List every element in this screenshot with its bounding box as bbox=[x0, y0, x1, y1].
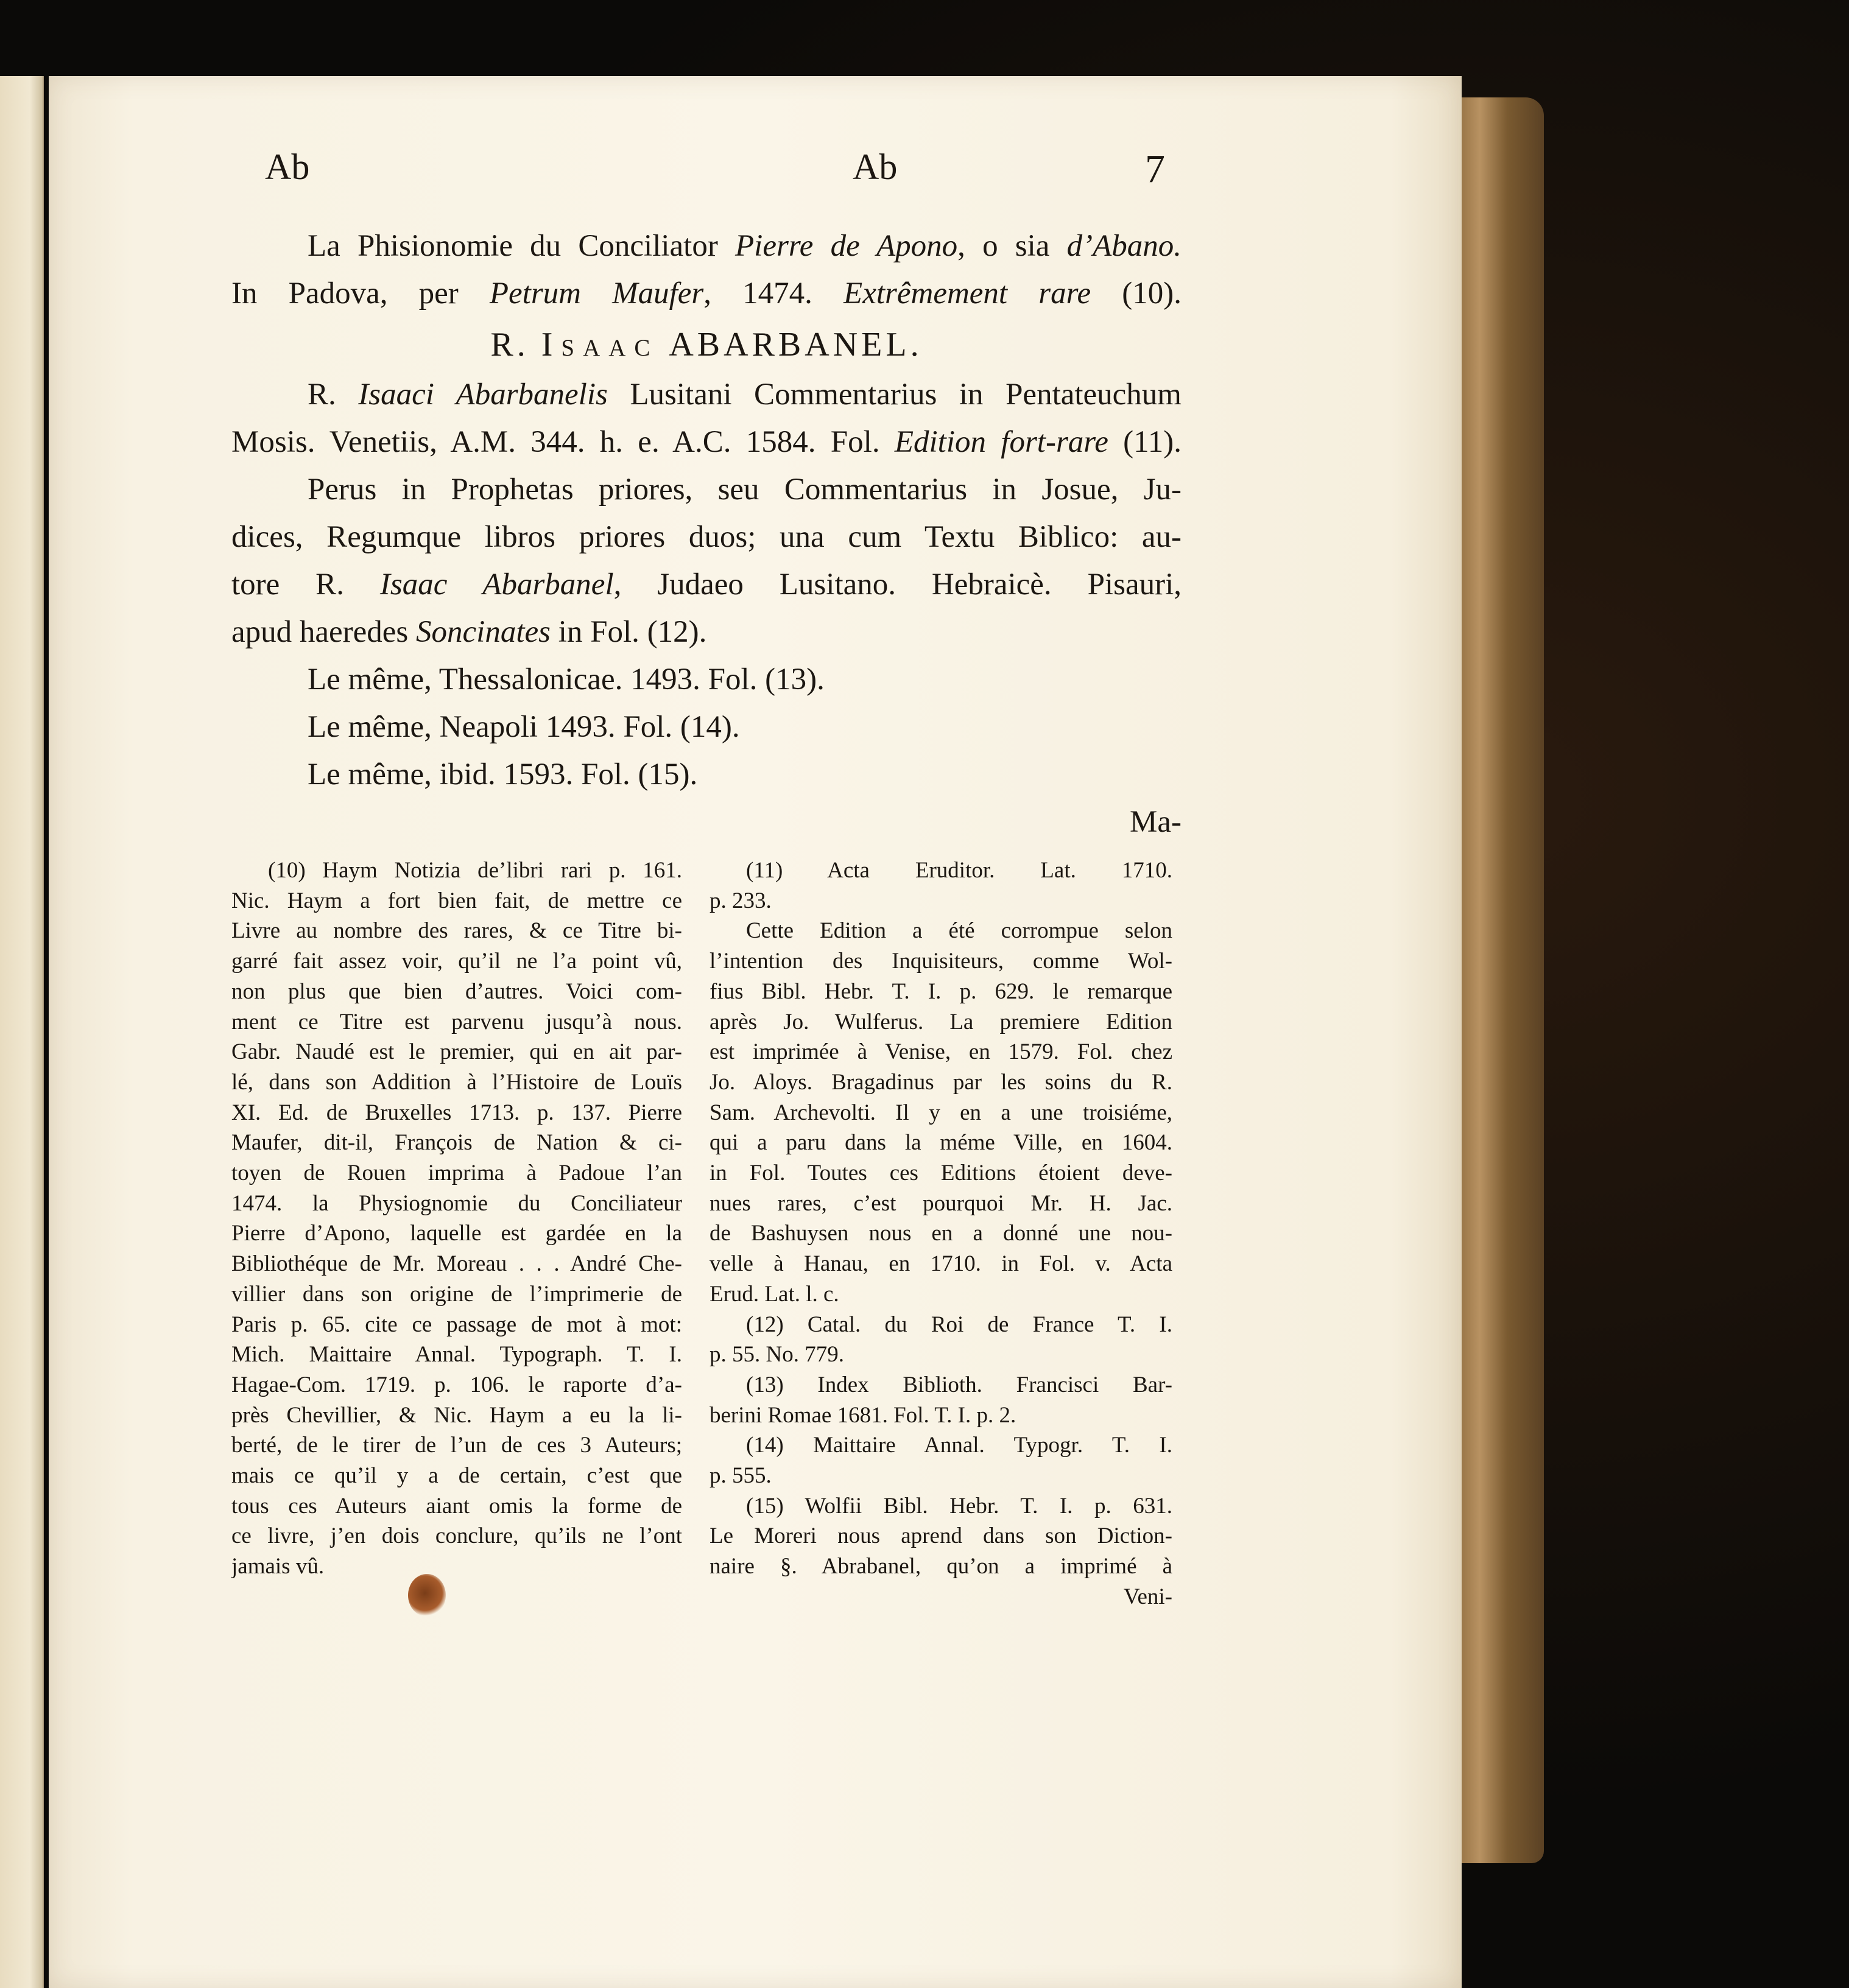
footnote-line: Nic. Haym a fort bien fait, de mettre ce bbox=[231, 888, 682, 913]
footnote-line: Pierre d’Apono, laquelle est gardée en la bbox=[231, 1221, 682, 1246]
footnote-line: XI. Ed. de Bruxelles 1713. p. 137. Pierre bbox=[231, 1100, 682, 1125]
footnote-line: p. 233. bbox=[710, 888, 772, 913]
footnote-line: (13) Index Biblioth. Francisci Bar- bbox=[746, 1372, 1172, 1397]
footnote-line: Maufer, dit-il, François de Nation & ci- bbox=[231, 1130, 682, 1156]
footnote-line: toyen de Rouen imprima à Padoue l’an bbox=[231, 1161, 682, 1186]
running-head-center: Ab bbox=[853, 147, 898, 187]
footnote-line: jamais vû. bbox=[231, 1554, 325, 1579]
running-head-left: Ab bbox=[265, 147, 310, 187]
footnote-line: villier dans son origine de l’imprimerie de bbox=[231, 1281, 682, 1307]
book-fore-edge bbox=[1453, 97, 1544, 1863]
main-line: tore R. Isaac Abarbanel, Judaeo Lusitano. Hebraicè. Pisauri, bbox=[231, 567, 1182, 602]
footnote-line: ce livre, j’en dois conclure, qu’ils ne l’ont bbox=[231, 1523, 682, 1549]
footnote-line: Bibliothéque de Mr. Moreau . . . André Che- bbox=[231, 1251, 682, 1277]
footnote-line: l’intention des Inquisiteurs, comme Wol- bbox=[710, 949, 1172, 974]
footnote-line: de Bashuysen nous en a donné une nou- bbox=[710, 1221, 1172, 1246]
footnote-line: 1474. la Physiognomie du Conciliateur bbox=[231, 1190, 682, 1216]
footnote-line: berté, de le tirer de l’un de ces 3 Auteurs; bbox=[231, 1433, 682, 1458]
footnote-line: après Jo. Wulferus. La premiere Edition bbox=[710, 1009, 1172, 1034]
footnote-line: berini Romae 1681. Fol. T. I. p. 2. bbox=[710, 1402, 1016, 1428]
footnote-line: Paris p. 65. cite ce passage de mot à mot: bbox=[231, 1312, 682, 1337]
entry-heading: R. Isaac ABARBANEL. bbox=[490, 326, 923, 364]
footnote-line: Gabr. Naudé est le premier, qui en ait par- bbox=[231, 1039, 682, 1065]
footnote-line: près Chevillier, & Nic. Haym a eu la li- bbox=[231, 1402, 682, 1428]
footnote-line: ment ce Titre est parvenu jusqu’à nous. bbox=[231, 1009, 682, 1034]
footnote-line: Sam. Archevolti. Il y en a une troisiéme, bbox=[710, 1100, 1172, 1125]
footnote-line: in Fol. Toutes ces Editions étoient deve- bbox=[710, 1161, 1172, 1186]
facing-page-edge bbox=[0, 76, 44, 1988]
footnotes-right-column bbox=[710, 855, 1172, 1612]
footnote-line: Cette Edition a été corrompue selon bbox=[746, 918, 1172, 944]
footnote-line: velle à Hanau, en 1710. in Fol. v. Acta bbox=[710, 1251, 1172, 1277]
catchword-main: Ma- bbox=[1130, 805, 1182, 839]
footnote-line: Veni- bbox=[1123, 1584, 1172, 1609]
footnote-line: non plus que bien d’autres. Voici com- bbox=[231, 978, 682, 1004]
footnote-line: (11) Acta Eruditor. Lat. 1710. bbox=[746, 858, 1172, 883]
footnote-line: (14) Maittaire Annal. Typogr. T. I. bbox=[746, 1433, 1172, 1458]
footnote-line: tous ces Auteurs aiant omis la forme de bbox=[231, 1493, 682, 1519]
footnote-line: Jo. Aloys. Bragadinus par les soins du R. bbox=[710, 1069, 1172, 1095]
footnote-line: est imprimée à Venise, en 1579. Fol. chez bbox=[710, 1039, 1172, 1065]
footnote-line: (15) Wolfii Bibl. Hebr. T. I. p. 631. bbox=[746, 1493, 1172, 1519]
page-number: 7 bbox=[1145, 147, 1165, 191]
main-line: In Padova, per Petrum Maufer, 1474. Extrêmement rare (10). bbox=[231, 276, 1182, 311]
footnote-line: Erud. Lat. l. c. bbox=[710, 1281, 839, 1307]
footnote-line: Livre au nombre des rares, & ce Titre bi- bbox=[231, 918, 682, 944]
footnote-line: garré fait assez voir, qu’il ne l’a point vû, bbox=[231, 949, 682, 974]
footnote-line: mais ce qu’il y a de certain, c’est que bbox=[231, 1463, 682, 1489]
main-line: Mosis. Venetiis, A.M. 344. h. e. A.C. 1584. Fol. Edition fort-rare (11). bbox=[231, 425, 1182, 459]
footnote-line: naire §. Abrabanel, qu’on a imprimé à bbox=[710, 1554, 1172, 1579]
footnotes-left-column bbox=[231, 855, 682, 1582]
footnote-line: p. 555. bbox=[710, 1463, 772, 1489]
main-line: Le même, ibid. 1593. Fol. (15). bbox=[308, 757, 698, 792]
main-line: apud haeredes Soncinates in Fol. (12). bbox=[231, 615, 707, 649]
footnote-line: Hagae-Com. 1719. p. 106. le raporte d’a- bbox=[231, 1372, 682, 1397]
main-line: Le même, Neapoli 1493. Fol. (14). bbox=[308, 710, 740, 744]
main-text bbox=[231, 222, 1182, 846]
footnote-line: (12) Catal. du Roi de France T. I. bbox=[746, 1312, 1172, 1337]
footnote-line: lé, dans son Addition à l’Histoire de Louïs bbox=[231, 1069, 682, 1095]
footnote-line: Mich. Maittaire Annal. Typograph. T. I. bbox=[231, 1342, 682, 1368]
footnote-line: p. 55. No. 779. bbox=[710, 1342, 844, 1368]
paper-stain bbox=[408, 1574, 446, 1617]
footnote-line: (10) Haym Notizia de’libri rari p. 161. bbox=[268, 858, 682, 883]
main-line: dices, Regumque libros priores duos; una cum Textu Biblico: au- bbox=[231, 520, 1182, 554]
main-line: La Phisionomie du Conciliator Pierre de Apono, o sia d’Abano. bbox=[308, 229, 1182, 263]
main-line: Perus in Prophetas priores, seu Commentarius in Josue, Ju- bbox=[308, 472, 1182, 507]
main-line: Le même, Thessalonicae. 1493. Fol. (13). bbox=[308, 662, 825, 697]
main-line: R. Isaaci Abarbanelis Lusitani Commentarius in Pentateuchum bbox=[308, 378, 1182, 412]
footnote-line: Le Moreri nous aprend dans son Diction- bbox=[710, 1523, 1172, 1549]
footnote-line: fius Bibl. Hebr. T. I. p. 629. le remarque bbox=[710, 978, 1172, 1004]
book-page bbox=[49, 76, 1462, 1988]
footnote-line: qui a paru dans la méme Ville, en 1604. bbox=[710, 1130, 1172, 1156]
footnote-line: nues rares, c’est pourquoi Mr. H. Jac. bbox=[710, 1190, 1172, 1216]
